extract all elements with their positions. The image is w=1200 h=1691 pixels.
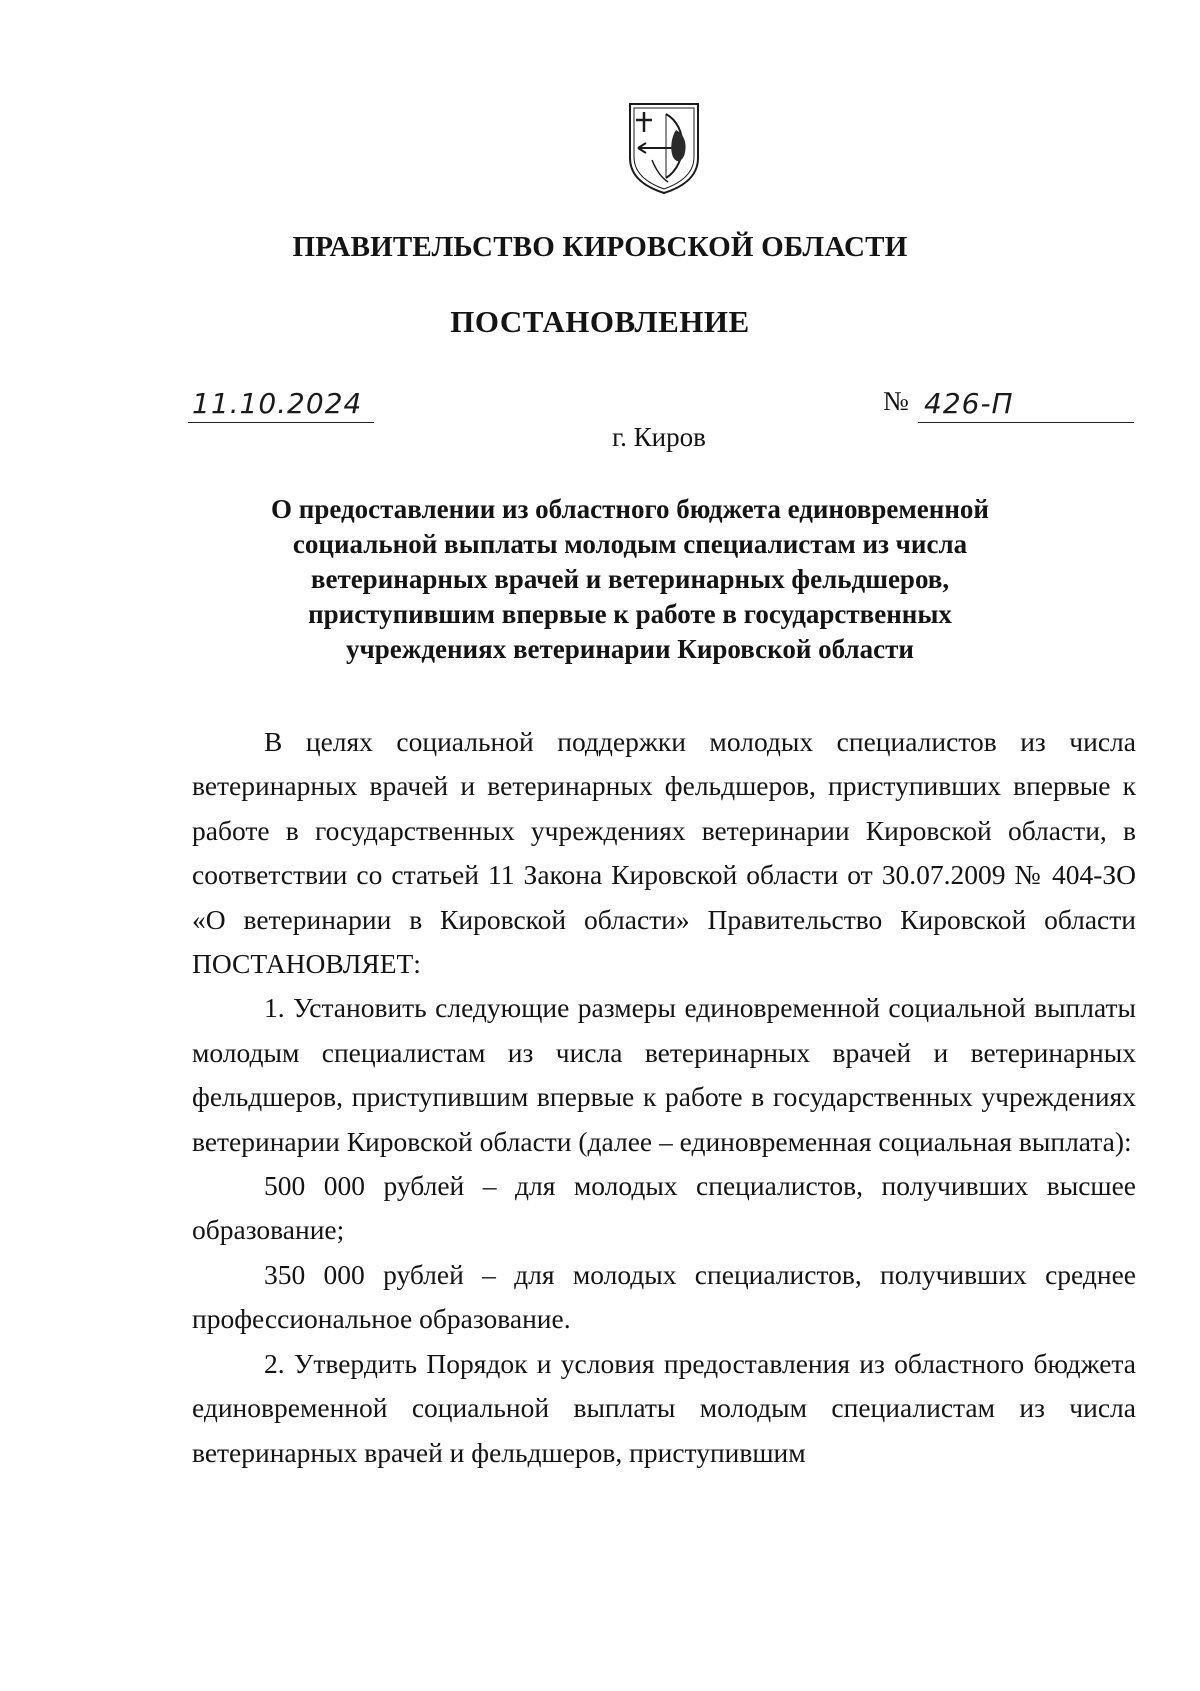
document-subject: О предоставлении из областного бюджета единовременной социальной выплаты молодым специалистам из числа ветеринарных врачей и ветеринарных фельдшеров, приступившим впервые к работе в государственных учреждениях ветеринарии Кировской области [271, 494, 989, 664]
number-sign: № [883, 386, 909, 416]
paragraph-clause-2: 2. Утвердить Порядок и условия предоставления из областного бюджета единовременной социальной выплаты молодым специалистам из числа ветеринарных врачей и фельдшеров, приступившим [192, 1347, 1136, 1468]
document-body [192, 720, 1136, 1475]
paragraph-clause-1: 1. Установить следующие размеры единовременной социальной выплаты молодым специалистам из числа ветеринарных врачей и ветеринарных фельдшеров, приступившим впервые к работе в государственных учреждениях ветеринарии Кировской области (далее – единовременная социальная выплата): [192, 992, 1136, 1157]
date-field [188, 384, 374, 423]
kirov-region-coat-of-arms-icon [626, 100, 702, 196]
paragraph-amount-secondary-education: 350 000 рублей – для молодых специалистов, получивших среднее профессиональное образование. [192, 1258, 1136, 1335]
government-title: ПРАВИТЕЛЬСТВО КИРОВСКОЙ ОБЛАСТИ [292, 231, 908, 263]
document-city: г. Киров [612, 422, 706, 452]
number-field [918, 384, 1134, 423]
paragraph-amount-higher-education: 500 000 рублей – для молодых специалистов, получивших высшее образование; [192, 1170, 1136, 1246]
document-date: 11.10.2024 [192, 387, 363, 420]
paragraph-preamble: В целях социальной поддержки молодых специалистов из числа ветеринарных врачей и ветеринарных фельдшеров, приступивших впервые к работе в государственных учреждениях ветеринарии Кировской области, в соответствии со статьей 11 Закона Кировской области от 30.07.2009 № 404-ЗО «О ветеринарии в Кировской области» Правительство Кировской области ПОСТАНОВЛЯЕТ: [192, 726, 1136, 980]
document-type-title: ПОСТАНОВЛЕНИЕ [450, 304, 750, 339]
document-number: 426-П [924, 387, 1014, 420]
